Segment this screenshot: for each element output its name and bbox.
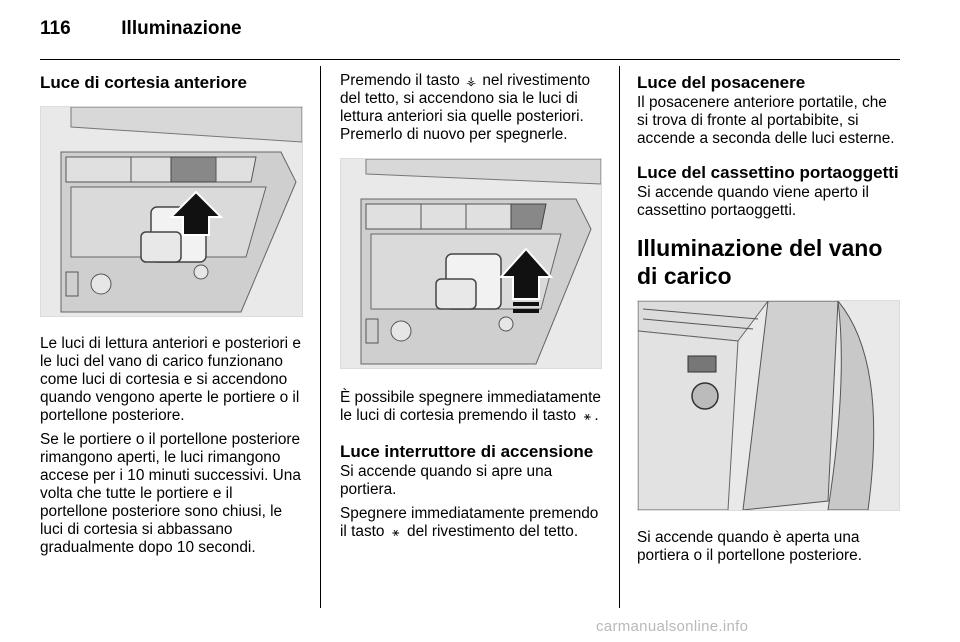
cargo-light-figure xyxy=(637,300,900,511)
paragraph-switch-off: È possibile spegnere immediatamente le luci di cortesia premendo il tasto ⚹ . xyxy=(340,389,601,424)
paragraph-ignition-1: Si accende quando si apre una portiera. xyxy=(340,463,553,498)
paragraph-glovebox: Si accende quando viene aperto il cassettino portaoggetti. xyxy=(637,184,869,219)
courtesy-off-button-icon: ⚹ xyxy=(583,409,591,423)
page-number: 116 xyxy=(40,18,71,39)
column-3 xyxy=(637,72,901,571)
courtesy-off-button-icon-2: ⚹ xyxy=(392,525,400,539)
column-2 xyxy=(340,72,604,547)
column-1 xyxy=(40,72,304,563)
watermark: carmanualsonline.info xyxy=(596,618,749,635)
paragraph-cargo: Si accende quando è aperta una portiera o il portellone posteriore. xyxy=(637,529,862,564)
page-title: Illuminazione xyxy=(121,18,242,39)
section-heading-front-courtesy: Luce di cortesia anteriore xyxy=(40,73,247,92)
paragraph-courtesy-2: Se le portiere o il portellone posteriore rimangono aperti, le luci rimangono accese per i 10 minuti successivi. Una volta che tutte le portiere e il portellone posteriore sono chiusi, le luci di cortesia si abbassano gradualmente dopo 10 secondi. xyxy=(40,431,301,556)
section-heading-cargo: Illuminazione del vano di carico xyxy=(637,235,883,289)
paragraph-courtesy-1: Le luci di lettura anteriori e posteriori e le luci del vano di carico funzionano come luci di cortesia e si accendono quando vengono aperte le portiere o il portellone posteriore. xyxy=(40,335,301,424)
column-divider-1 xyxy=(320,66,321,608)
courtesy-light-figure-1 xyxy=(40,106,303,317)
paragraph-roof-button: Premendo il tasto ⚶ nel rivestimento del tetto, si accendono sia le luci di lettura anteriori sia quelle posteriori. Premerlo di nuovo per spegnerle. xyxy=(340,72,591,143)
paragraph-ignition-2: Spegnere immediatamente premendo il tasto ⚹ del rivestimento del tetto. xyxy=(340,505,599,540)
page-header xyxy=(40,18,242,40)
column-divider-2 xyxy=(619,66,620,608)
section-heading-ignition-light: Luce interruttore di accensione xyxy=(340,442,594,461)
paragraph-ashtray: Il posacenere anteriore portatile, che si trova di fronte al portabibite, si accende a seconda delle luci esterne. xyxy=(637,94,895,147)
header-rule xyxy=(40,59,900,60)
courtesy-light-figure-2 xyxy=(340,158,602,369)
section-heading-glovebox: Luce del cassettino portaoggetti xyxy=(637,163,899,182)
section-heading-ashtray: Luce del posacenere xyxy=(637,73,806,92)
reading-light-button-icon: ⚶ xyxy=(465,74,477,88)
